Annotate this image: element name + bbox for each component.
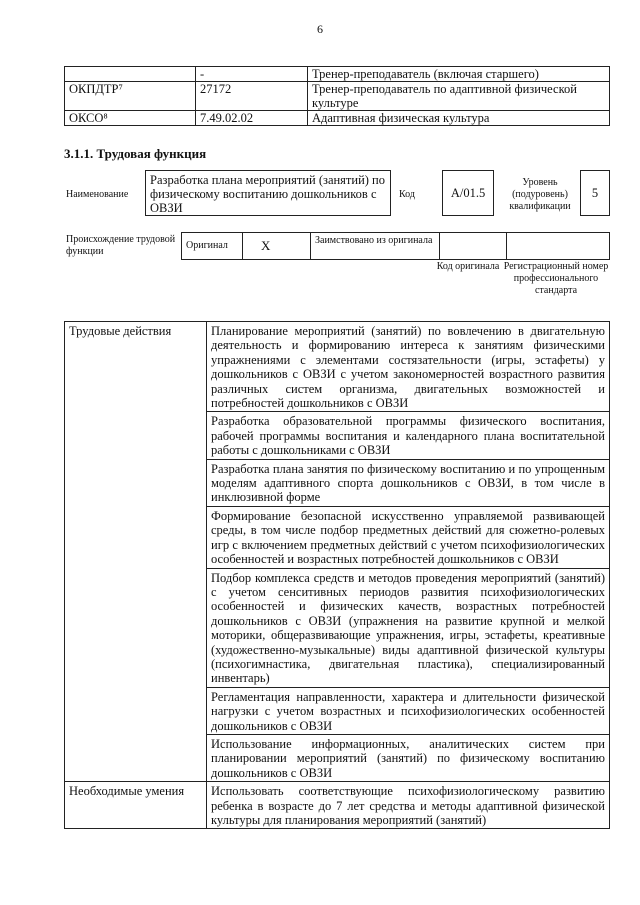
original-mark: X: [243, 233, 311, 260]
code-original-caption: Код оригинала: [436, 261, 500, 272]
code-cell: ОКПДТР⁷: [65, 82, 196, 111]
title-cell: Тренер-преподаватель (включая старшего): [308, 67, 610, 82]
title-cell: Адаптивная физическая культура: [308, 111, 610, 126]
qualification-level: 5: [580, 170, 610, 216]
origin-table: [181, 232, 610, 260]
action-item: Формирование безопасной искусственно управляемой развивающей среды, в том числе подбор предметных действий для сюжетно-ролевых игр с включением предметных действий с учетом психофизиологических особенностей и возрастных потребностей дошкольников с ОВЗИ: [207, 506, 610, 568]
action-item: Планирование мероприятий (занятий) по вовлечению в двигательную деятельность и формированию интереса к занятиям физическими упражнениями с элементами состязательности (игры, эстафеты) у дошкольников с ОВЗИ с учетом закономерностей возрастного развития различных систем организма, двигательных возможностей и потребностей дошкольников с ОВЗИ: [207, 322, 610, 412]
labor-functions-table: [64, 321, 610, 829]
table-row: [65, 782, 610, 829]
code-label: Код: [399, 189, 415, 200]
skill-item: Использовать соответствующие психофизиологическому развитию ребенка в возрасте до 7 лет средства и методы адаптивной физической культуры для планирования мероприятий (занятий): [207, 782, 610, 829]
action-item: Регламентация направленности, характера и длительности физической нагрузки с учетом возрастных и психофизиологических особенностей дошкольников с ОВЗИ: [207, 687, 610, 734]
origin-label: Происхождение трудовой функции: [66, 234, 176, 257]
table-row: [182, 233, 610, 260]
borrowed-cell: Заимствовано из оригинала: [311, 233, 440, 260]
name-label: Наименование: [66, 189, 129, 200]
table-row: [65, 82, 610, 111]
value-cell: -: [196, 67, 308, 82]
action-item: Использование информационных, аналитических систем при планировании мероприятий (занятий) по физическому воспитанию дошкольников с ОВЗИ: [207, 734, 610, 781]
reg-number-caption: Регистрационный номер профессионального стандарта: [503, 261, 609, 296]
function-name: Разработка плана мероприятий (занятий) по физическому воспитанию дошкольников с ОВЗИ: [145, 170, 391, 216]
reg-number-cell: [507, 233, 610, 260]
value-cell: 7.49.02.02: [196, 111, 308, 126]
section-title: 3.1.1. Трудовая функция: [64, 146, 207, 161]
function-code: A/01.5: [442, 170, 494, 216]
codes-table: [64, 66, 610, 126]
table-row: [65, 67, 610, 82]
original-code-cell: [440, 233, 507, 260]
value-cell: 27172: [196, 82, 308, 111]
level-label: Уровень (подуровень) квалификации: [509, 177, 571, 212]
action-item: Разработка образовательной программы физического воспитания, рабочей программы воспитания и календарного плана воспитательной работы с дошкольниками с ОВЗИ: [207, 412, 610, 459]
actions-label: Трудовые действия: [65, 322, 207, 782]
page-number: 6: [317, 22, 323, 36]
title-cell: Тренер-преподаватель по адаптивной физической культуре: [308, 82, 610, 111]
skills-label: Необходимые умения: [65, 782, 207, 829]
code-cell: [65, 67, 196, 82]
table-row: [65, 322, 610, 412]
original-cell: Оригинал: [182, 233, 243, 260]
action-item: Разработка плана занятия по физическому воспитанию и по упрощенным моделям адаптивного спорта дошкольников с ОВЗИ, в том числе в инклюзивной форме: [207, 459, 610, 506]
code-cell: ОКСО⁸: [65, 111, 196, 126]
action-item: Подбор комплекса средств и методов проведения мероприятий (занятий) с учетом сенситивных периодов развития психофизиологических особенностей и физических качеств, возрастных потребностей дошкольников с ОВЗИ (упражнения на развитие крупной и мелкой моторики, общеразвивающие упражнения, игры, эстафеты, креативные (художественно-музыкальные) виды адаптивной физической культуры (психогимнастика, двигательная пластика), специализированный инвентарь): [207, 568, 610, 687]
table-row: [65, 111, 610, 126]
